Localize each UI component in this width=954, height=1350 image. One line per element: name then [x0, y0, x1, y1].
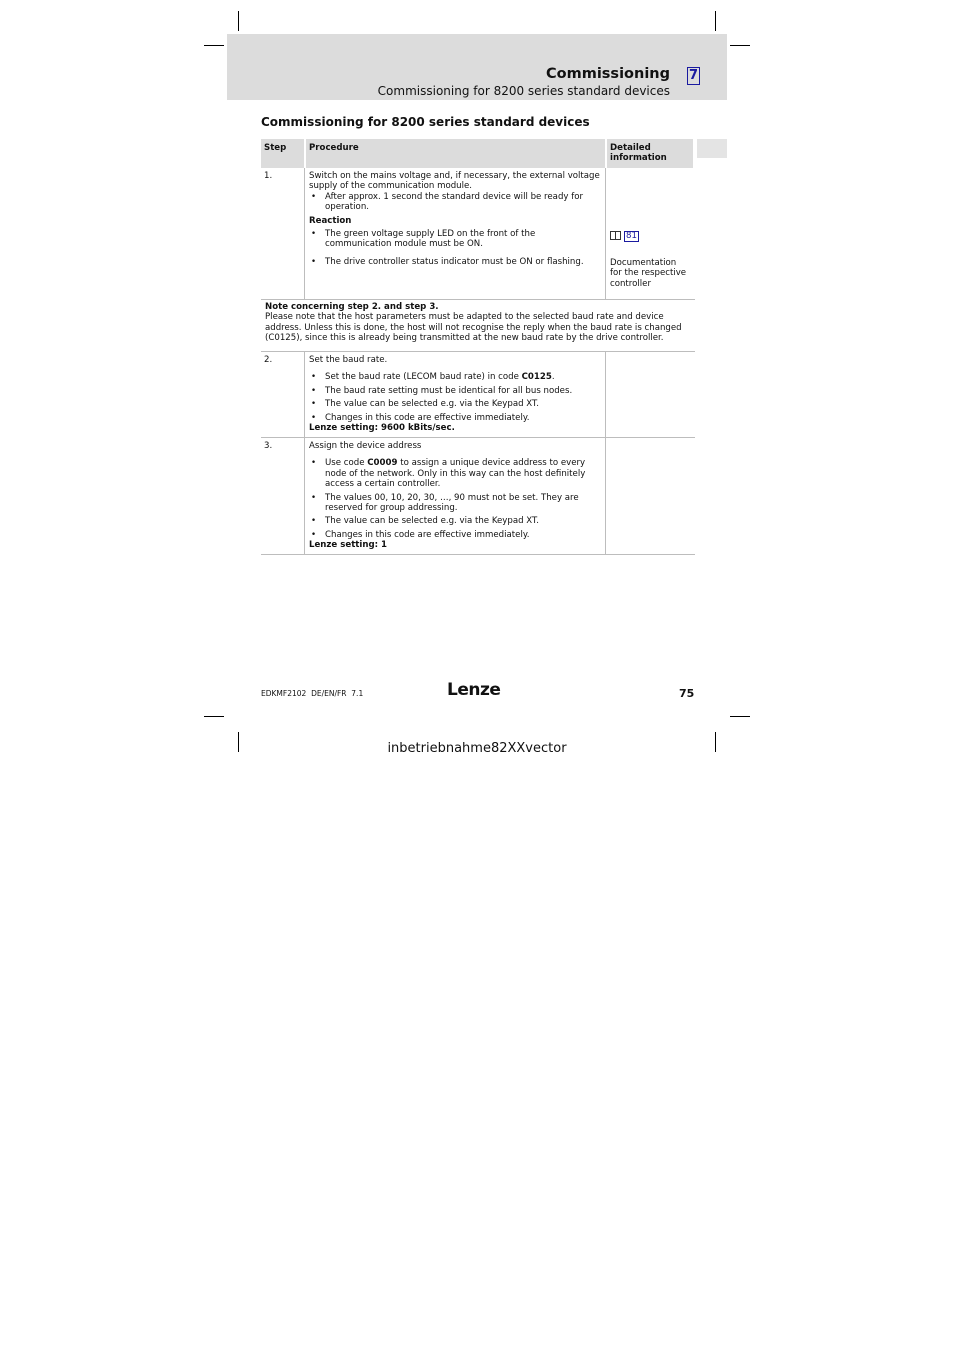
lenze-logo: Lenze	[447, 680, 501, 700]
bullet-icon: •	[311, 372, 317, 383]
doc-code: EDKMF2102 DE/EN/FR 7.1	[261, 689, 364, 698]
bullet-icon: •	[311, 412, 317, 423]
bullet-icon: •	[311, 492, 317, 503]
crop-mark	[238, 11, 239, 31]
note-text: Please note that the host parameters must be adapted to the selected baud rate and device address. Unless this is done, the host will not recognise the reply when the baud rate is changed (C0125), since this is already being transmitted at the new baud rate by the drive controller.	[265, 312, 682, 344]
column-header-procedure: Procedure	[306, 139, 605, 168]
chapter-number-link[interactable]: 7	[688, 68, 699, 83]
list-item: • Changes in this code are effective immediately.	[311, 412, 530, 423]
table-row-step-3	[261, 438, 695, 555]
note-title: Note concerning step 2. and step 3.	[265, 302, 439, 312]
page-reference-link[interactable]: 81	[626, 231, 637, 241]
step-number: 2.	[261, 352, 305, 437]
chapter-title: Commissioning	[546, 66, 670, 82]
column-header-detailed-information: Detailed information	[607, 139, 693, 168]
bullet-icon: •	[311, 529, 317, 540]
lenze-setting: Lenze setting: 9600 kBits/sec.	[309, 423, 455, 434]
crop-mark	[730, 45, 750, 46]
procedure-cell	[306, 438, 606, 554]
side-tab	[697, 139, 727, 158]
list-item: • Changes in this code are effective immediately.	[311, 529, 530, 540]
list-item: • The value can be selected e.g. via the Keypad XT.	[311, 516, 539, 527]
crop-mark	[204, 716, 224, 717]
info-text: Documentation for the respective controller	[610, 258, 687, 289]
table-row-step-2	[261, 352, 695, 438]
lenze-setting: Lenze setting: 1	[309, 540, 388, 551]
list-item: • Use code C0009 to assign a unique device address to every node of the network. Only in this way can the host definitely access a certain controller.	[311, 458, 586, 490]
list-item: • The green voltage supply LED on the front of the communication module must be ON.	[311, 229, 536, 250]
column-header-step: Step	[261, 139, 304, 168]
bullet-icon: •	[311, 458, 317, 469]
list-item: • The values 00, 10, 20, 30, …, 90 must not be set. They are reserved for group addressing.	[311, 492, 579, 514]
bullet-icon: •	[311, 191, 317, 202]
crop-mark	[730, 716, 750, 717]
table-row-step-1	[261, 168, 695, 300]
section-heading: Commissioning for 8200 series standard devices	[261, 115, 590, 129]
code-c0009: C0009	[367, 458, 398, 469]
list-item: • After approx. 1 second the standard device will be ready for operation.	[311, 191, 584, 213]
list-item: • Set the baud rate (LECOM baud rate) in code C0125.	[311, 372, 555, 383]
procedure-text: Set the baud rate.	[309, 355, 388, 365]
list-item: • The value can be selected e.g. via the Keypad XT.	[311, 399, 539, 410]
page-number: 75	[679, 687, 695, 700]
document-id: inbetriebnahme82XXvector	[387, 741, 567, 756]
info-cell	[607, 352, 695, 437]
info-cell	[607, 168, 695, 299]
procedure-text: Assign the device address	[309, 441, 422, 451]
commissioning-table	[261, 139, 695, 555]
procedure-cell	[306, 352, 606, 437]
reaction-label: Reaction	[309, 215, 352, 226]
bullet-icon: •	[311, 256, 317, 267]
crop-mark	[204, 45, 224, 46]
note-block	[261, 300, 695, 352]
book-icon	[610, 231, 621, 240]
info-cell	[607, 438, 695, 554]
code-c0125: C0125	[521, 372, 552, 383]
step-number: 3.	[261, 438, 305, 554]
page-reference	[610, 231, 692, 242]
bullet-icon: •	[311, 229, 317, 240]
bullet-icon: •	[311, 516, 317, 527]
step-number: 1.	[261, 168, 305, 299]
procedure-text: Switch on the mains voltage and, if necessary, the external voltage supply of the communication module.	[309, 171, 600, 192]
bullet-icon: •	[311, 385, 317, 396]
table-header	[261, 139, 695, 168]
procedure-cell	[306, 168, 606, 299]
list-item: • The baud rate setting must be identical for all bus nodes.	[311, 385, 573, 396]
chapter-subtitle: Commissioning for 8200 series standard devices	[377, 84, 670, 98]
list-item: • The drive controller status indicator must be ON or flashing.	[311, 256, 584, 267]
crop-mark	[715, 11, 716, 31]
bullet-icon: •	[311, 399, 317, 410]
